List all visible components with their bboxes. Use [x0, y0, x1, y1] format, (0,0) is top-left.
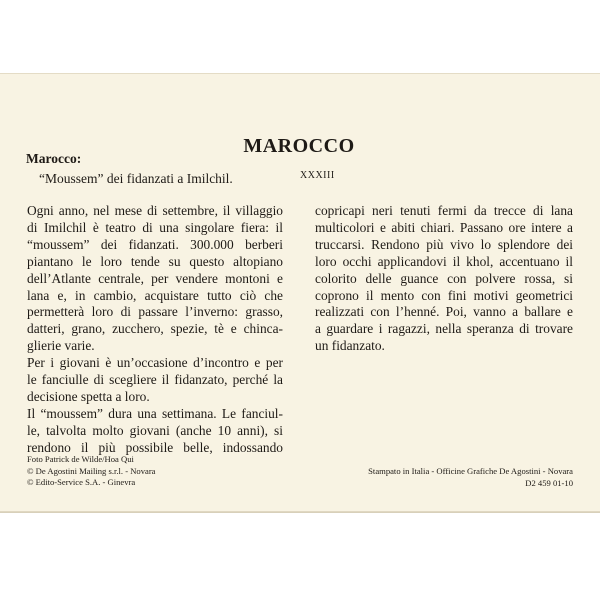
text-line: a guardare i ragazzi, nella speranza di trovare — [315, 321, 573, 337]
credit-line: © De Agostini Mailing s.r.l. - Novara — [27, 465, 156, 476]
card-title — [0, 135, 600, 158]
text-line: realizzati con l’henné. Poi, vanno a ballare e — [315, 304, 573, 320]
body-text-right-column — [315, 203, 573, 355]
text-line: un fidanzato. — [315, 338, 385, 354]
credit-line: © Edito-Service S.A. - Ginevra — [27, 477, 136, 488]
credit-line: Foto Patrick de Wilde/Hoa Qui — [27, 454, 134, 464]
card-title-text: MAROCCO — [243, 135, 355, 157]
text-line: lana e, in cambio, acquistare tutto ciò che — [27, 287, 283, 303]
text-line: Per i giovani è un’occasione d’incontro e per — [27, 355, 283, 371]
text-line: rendono il più possibile belle, indossando — [27, 439, 283, 455]
body-text-left-column — [27, 203, 283, 457]
text-line: “moussem” dei fidanzati. 300.000 berberi — [27, 236, 283, 252]
text-line: glierie varie. — [27, 338, 95, 354]
text-line: di Imilchil è teatro di una singolare fiera: il — [27, 219, 283, 235]
text-line: dell’Atlante centrale, per vendere montoni e — [27, 270, 283, 286]
text-line: colorito delle guance con polvere rossa, si — [315, 270, 573, 286]
text-line: Ogni anno, nel mese di settembre, il villaggio — [27, 203, 283, 218]
text-line: decisione spetta a loro. — [27, 388, 150, 404]
subject-caption: “Moussem” dei fidanzati a Imilchil. — [39, 171, 233, 186]
text-line: piantano le loro tende su questo altopiano — [27, 253, 283, 269]
text-line: permetterà loro di passare l’inverno: grasso, — [27, 304, 283, 320]
text-line: le, talvolta molto giovani (anche 10 anni), si — [27, 422, 283, 438]
text-line: Il “moussem” dura una settimana. Le fanciul- — [27, 405, 283, 421]
photo-credits — [27, 454, 156, 489]
printer-info — [368, 466, 573, 489]
postcard-back — [0, 73, 600, 512]
subject-label: Marocco: — [26, 151, 82, 166]
text-line: multicolori e abiti chiari. Passano ore intere a — [315, 219, 573, 235]
product-code: D2 459 01-10 — [525, 477, 573, 488]
text-line: truccarsi. Rendono più vivo lo splendore dei — [315, 236, 573, 252]
printer-line: Stampato in Italia - Officine Grafiche De Agostini - Novara — [368, 466, 573, 476]
text-line: coprono il mento con fini motivi geometrici — [315, 287, 573, 303]
text-line: datteri, grano, zucchero, spezie, tè e chinca- — [27, 321, 283, 337]
text-line: le fanciulle di scegliere il fidanzato, perché la — [27, 372, 283, 388]
text-line: loro occhi applicandovi il khol, accentuano il — [315, 253, 573, 269]
text-line: copricapi neri tenuti fermi da trecce di lana — [315, 203, 573, 218]
card-number: XXXIII — [300, 170, 335, 181]
